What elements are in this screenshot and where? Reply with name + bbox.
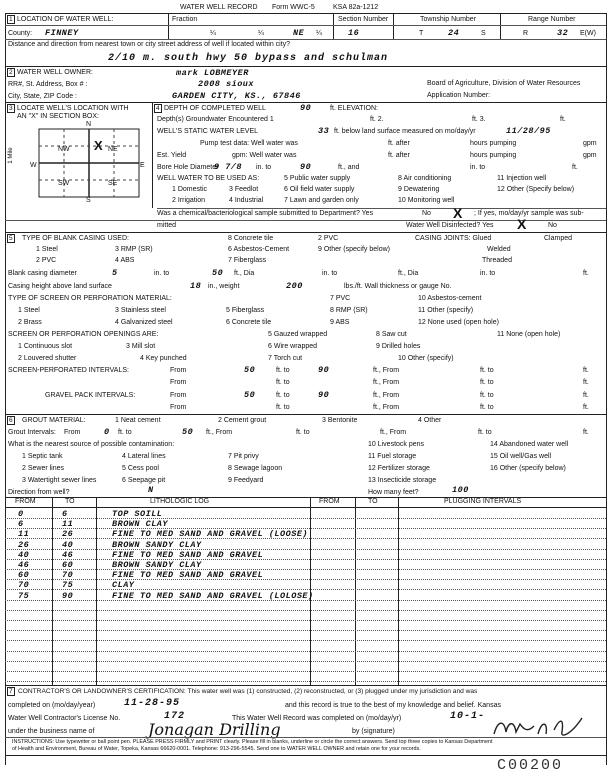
use-6[interactable]: 6 Oil field water supply [284, 186, 355, 193]
t-label: T [419, 30, 424, 37]
log-to-header: TO [65, 498, 75, 505]
screen-ft-to-2: ft. to [480, 367, 494, 374]
how-many-feet-label: How many feet? [368, 489, 419, 496]
log-row-to: 90 [62, 590, 74, 601]
yield-gpm: gpm [583, 152, 597, 159]
opening-11[interactable]: 11 None (open hole) [497, 331, 561, 338]
quarter-4: ¼ [316, 30, 322, 37]
lithologic-log-header: LITHOLOGIC LOG [150, 498, 210, 505]
screen-intervals-label: SCREEN-PERFORATED INTERVALS: [8, 367, 129, 374]
screen-from-value: 50 [244, 365, 256, 375]
log-row-from: 0 [18, 509, 24, 519]
use-11[interactable]: 11 Injection well [497, 175, 547, 182]
well-location-mark: X [94, 138, 103, 153]
screen-from-1: From [170, 367, 187, 374]
section-2-number: 2 [9, 69, 13, 76]
casing-height-value: 18 [190, 281, 202, 291]
log-row-to: 6 [62, 509, 68, 519]
welded-option[interactable]: Welded [487, 246, 511, 253]
contam-8[interactable]: 8 Sewage lagoon [228, 465, 283, 472]
gravel-to-value: 90 [318, 390, 330, 400]
east-label: E [140, 162, 145, 169]
casing-1[interactable]: 1 Steel [36, 246, 58, 253]
section-value: 16 [348, 28, 360, 38]
casing-8[interactable]: 2 PVC [318, 235, 339, 242]
log-row-from: 75 [18, 590, 30, 601]
certification-text: CONTRACTOR'S OR LANDOWNER'S CERTIFICATION: This water well was (1) constructed, (2) reconstructed, or (3) plugged under my jurisdiction and was [18, 688, 478, 695]
nw-label: NW [58, 146, 70, 153]
disinfected-yes-mark: X [517, 216, 527, 232]
grout-1[interactable]: 1 Neat cement [115, 417, 161, 424]
bore-to: in. to [256, 164, 272, 171]
screen-6[interactable]: 6 Concrete tile [226, 319, 272, 326]
address-label: RR#, St. Address, Box # : [8, 81, 88, 88]
license-value: 172 [164, 711, 186, 722]
bore-and: ft., and [338, 164, 360, 171]
how-many-feet-value: 100 [452, 485, 469, 495]
screen-ft-2: ft. [583, 379, 589, 386]
address-value: 2008 sioux [198, 79, 255, 89]
use-5[interactable]: 5 Public water supply [284, 175, 351, 182]
screen-8[interactable]: 8 RMP (SR) [330, 307, 368, 314]
static-label: WELL'S STATIC WATER LEVEL [157, 128, 259, 135]
se-label: SE [108, 180, 118, 187]
fraction-label: Fraction [172, 16, 198, 23]
yield-label: Est. Yield [157, 152, 187, 159]
contam-2[interactable]: 2 Sewer lines [22, 465, 65, 472]
quarter-1: ¼ [210, 30, 216, 37]
gravel-ft-to-4: ft. to [480, 404, 494, 411]
contam-13[interactable]: 13 Insecticide storage [368, 477, 437, 484]
screen-5[interactable]: 5 Fiberglass [226, 307, 265, 314]
s-label: S [481, 30, 486, 37]
contam-7[interactable]: 7 Pit privy [228, 453, 259, 460]
pump-gpm: gpm [583, 140, 597, 147]
groundwater-label: Depth(s) Groundwater Encountered 1 [157, 116, 274, 123]
contam-3[interactable]: 3 Watertight sewer lines [22, 477, 97, 484]
use-1[interactable]: 1 Domestic [172, 186, 208, 193]
pump-label: Pump test data: Well water was [200, 140, 298, 147]
quarter-ne: NE [293, 28, 305, 38]
mile-label: 1 Mile [6, 147, 14, 164]
blank-ft: ft. [583, 270, 589, 277]
document-stamp-number: C00200 [497, 757, 564, 774]
contam-15[interactable]: 15 Oil well/Gas well [490, 453, 552, 460]
log-row-to: 60 [62, 560, 74, 570]
screen-4[interactable]: 4 Galvanized steel [115, 319, 173, 326]
signature-label: by (signature) [352, 728, 395, 735]
record-completed-label: This Water Well Record was completed on (mo/day/yr) [232, 715, 402, 722]
log-row-description: FINE TO MED SAND AND GRAVEL [112, 549, 264, 560]
completed-label: completed on (mo/day/year) [8, 702, 96, 709]
distance-value: 2/10 m. south hwy 50 bypass and schulman [108, 53, 389, 64]
grout-ft-from-2: ft., From [206, 429, 233, 436]
north-label: N [86, 121, 92, 128]
log-row-description: FINE TO MED SAND AND GRAVEL [112, 570, 264, 581]
screen-12[interactable]: 12 None used (open hole) [418, 319, 499, 326]
pump-hours: hours pumping [470, 140, 517, 147]
location-label: LOCATION OF WATER WELL: [17, 16, 114, 23]
grout-from-value: 0 [104, 427, 110, 437]
city-value: GARDEN CITY, KS., 67846 [172, 91, 301, 101]
board-label: Board of Agriculture, Division of Water Resources [427, 80, 581, 87]
casing-5[interactable]: 8 Concrete tile [228, 235, 274, 242]
log-row-description: BROWN SANDY CLAY [112, 560, 202, 570]
contam-9[interactable]: 9 Feedyard [228, 477, 264, 484]
screen-ft-1: ft. [583, 367, 589, 374]
east-west: E(W) [580, 30, 596, 37]
chem-rest: ; If yes, mo/day/yr sample was sub- [474, 210, 584, 217]
gravel-from-1: From [170, 392, 187, 399]
plugging-intervals-header: PLUGGING INTERVALS [444, 498, 522, 505]
ksa-reference: KSA 82a-1212 [333, 4, 379, 11]
opening-1[interactable]: 1 Continuous slot [18, 343, 73, 350]
screen-label: TYPE OF SCREEN OR PERFORATION MATERIAL: [8, 295, 172, 302]
contam-11[interactable]: 11 Fuel storage [368, 453, 417, 460]
screen-1[interactable]: 1 Steel [18, 307, 40, 314]
blank-in-to-2: in. to [322, 270, 338, 277]
log-row-from: 60 [18, 570, 30, 581]
locate-label-2: AN "X" IN SECTION BOX: [17, 113, 99, 120]
business-name-label: under the business name of [8, 728, 95, 735]
use-2[interactable]: 2 Irrigation [172, 197, 206, 204]
contractor-signature [490, 712, 590, 740]
pump-after: ft. after [388, 140, 410, 147]
contam-6[interactable]: 6 Seepage pit [122, 477, 166, 484]
screen-ft-to-1: ft. to [276, 367, 290, 374]
county-value: FINNEY [45, 28, 79, 38]
chem-no[interactable]: No [422, 210, 431, 217]
threaded-option[interactable]: Threaded [482, 257, 512, 264]
log-row-to: 46 [62, 549, 74, 560]
openings-label: SCREEN OR PERFORATION OPENINGS ARE: [8, 331, 159, 338]
log-from-header: FROM [15, 498, 36, 505]
true-record-text: and this record is true to the best of my knowledge and belief. Kansas [285, 702, 501, 709]
depth-label: DEPTH OF COMPLETED WELL [164, 105, 266, 112]
gravel-intervals-label: GRAVEL PACK INTERVALS: [45, 392, 136, 399]
contam-14[interactable]: 14 Abandoned water well [490, 441, 569, 448]
contam-16[interactable]: 16 Other (specify below) [490, 465, 566, 472]
gravel-ft-to-1: ft. to [276, 392, 290, 399]
static-value: 33 [318, 126, 330, 136]
blank-dia-2: ft., Dia [234, 270, 255, 277]
contam-10[interactable]: 10 Livestock pens [368, 441, 425, 448]
screen-ft-to-3: ft. to [276, 379, 290, 386]
gravel-from-2: From [170, 404, 187, 411]
range-value: 32 [557, 28, 569, 38]
log-row-from: 26 [18, 539, 30, 550]
grout-intervals-label: Grout Intervals: [8, 429, 56, 436]
section-6-number: 6 [9, 417, 13, 424]
chem-no-mark: X [453, 205, 463, 221]
opening-7[interactable]: 7 Torch cut [268, 355, 303, 362]
grout-ft-to-2: ft. to [296, 429, 310, 436]
gravel-ft-from-1: ft., From [373, 392, 400, 399]
nearest-source-label: What is the nearest source of possible contamination: [8, 441, 175, 448]
record-completed-date: 10-1- [450, 711, 486, 722]
yield-hours: hours pumping [470, 152, 517, 159]
static-rest: ft. below land surface measured on mo/day/yr [334, 128, 476, 135]
gravel-ft-1: ft. [583, 392, 589, 399]
range-label: Range Number [528, 16, 576, 23]
r-label: R [523, 30, 529, 37]
opening-6[interactable]: 6 Wire wrapped [268, 343, 318, 350]
blank-in-to: in. to [154, 270, 170, 277]
ne-label: NE [108, 146, 118, 153]
use-7[interactable]: 7 Lawn and garden only [284, 197, 359, 204]
chem-label: Was a chemical/bacteriological sample submitted to Department? Yes [157, 210, 374, 217]
gravel-ft-from-2: ft., From [373, 404, 400, 411]
elevation-label: ft. ELEVATION: [330, 105, 378, 112]
log-row-from: 70 [18, 580, 30, 591]
static-date: 11/28/95 [506, 126, 551, 136]
screen-7[interactable]: 7 PVC [330, 295, 351, 302]
screen-2[interactable]: 2 Brass [18, 319, 42, 326]
log-row-description: FINE TO MED SAND AND GRAVEL (LOOSE) [112, 529, 309, 540]
application-label: Application Number: [427, 92, 491, 99]
grout-from: From [64, 429, 81, 436]
city-label: City, State, ZIP Code : [8, 93, 77, 100]
groundwater-2: ft. 2. [370, 116, 384, 123]
instructions-line-1: INSTRUCTIONS: Use typewriter or ball point pen. PLEASE PRESS FIRMLY and PRINT clearly. Please fill in blanks, underline or circle the correct answers. Send top three copies to Kansas Department [12, 739, 493, 745]
opening-8[interactable]: 8 Saw cut [376, 331, 407, 338]
casing-4[interactable]: 4 ABS [115, 257, 135, 264]
opening-10[interactable]: 10 Other (specify) [398, 355, 454, 362]
use-9[interactable]: 9 Dewatering [398, 186, 440, 193]
log-row-from: 11 [18, 529, 30, 540]
disinfected-label: Water Well Disinfected? Yes [406, 222, 494, 229]
log-row-to: 11 [62, 519, 74, 530]
mitted-label: mitted [157, 222, 177, 229]
direction-label: Direction from well? [8, 489, 70, 496]
wall-thickness-label: lbs./ft. Wall thickness or gauge No. [344, 283, 452, 290]
quarter-2: ¼ [258, 30, 264, 37]
west-label: W [30, 162, 37, 169]
contam-5[interactable]: 5 Cess pool [122, 465, 159, 472]
plug-to-header: TO [368, 498, 378, 505]
section-number-label: Section Number [338, 16, 389, 23]
casing-6[interactable]: 6 Asbestos-Cement [228, 246, 290, 253]
clamped-option[interactable]: Clamped [544, 235, 573, 242]
blank-diameter-label: Blank casing diameter [8, 270, 77, 277]
bore-ft: ft. [572, 164, 578, 171]
log-row-to: 40 [62, 539, 74, 550]
casing-label: TYPE OF BLANK CASING USED: [22, 235, 129, 242]
opening-9[interactable]: 9 Drilled holes [376, 343, 421, 350]
bore-label: Bore Hole Diameter [157, 164, 219, 171]
business-name-value: Jonagan Drilling [148, 720, 281, 739]
bore-in-to: in. to [470, 164, 486, 171]
disinfected-no[interactable]: No [548, 222, 557, 229]
casing-9[interactable]: 9 Other (specify below) [318, 246, 390, 253]
section-1-number: 1 [9, 16, 13, 23]
grout-4[interactable]: 4 Other [418, 417, 442, 424]
section-grid [38, 128, 140, 198]
use-10[interactable]: 10 Monitoring well [398, 197, 455, 204]
screen-ft-to-4: ft. to [480, 379, 494, 386]
opening-2[interactable]: 2 Louvered shutter [18, 355, 77, 362]
casing-weight-value: 200 [286, 281, 303, 291]
casing-2[interactable]: 2 PVC [36, 257, 57, 264]
use-4[interactable]: 4 Industrial [229, 197, 264, 204]
section-3-number: 3 [9, 105, 13, 112]
use-3[interactable]: 3 Feedlot [229, 186, 259, 193]
gravel-from-value: 50 [244, 390, 256, 400]
south-label: S [86, 197, 91, 204]
casing-joints-label: CASING JOINTS: Glued [415, 235, 492, 242]
blank-diameter-value: 5 [112, 268, 118, 278]
grout-label: GROUT MATERIAL: [22, 417, 86, 424]
form-number: Form WWC-5 [272, 4, 315, 11]
groundwater-4: ft. [560, 116, 566, 123]
log-row-from: 40 [18, 549, 30, 560]
casing-weight-label: in., weight [208, 283, 240, 290]
yield-water: gpm: Well water was [232, 152, 297, 159]
log-row-description: TOP SOILL [112, 509, 163, 519]
form-title: WATER WELL RECORD [180, 4, 258, 11]
blank-dia-3: ft., Dia [398, 270, 419, 277]
direction-value: N [148, 485, 154, 495]
log-row-from: 6 [18, 519, 24, 530]
use-8[interactable]: 8 Air conditioning [398, 175, 452, 182]
casing-3[interactable]: 3 RMP (SR) [115, 246, 153, 253]
log-row-description: CLAY [112, 580, 135, 591]
grout-to-value: 50 [182, 427, 194, 437]
bore-value: 9 7/8 [214, 162, 243, 172]
instructions-line-2: of Health and Environment, Bureau of Water, Topeka, Kansas 66620-0001. Telephone: 913-296-5545. Send one to WATER WELL OWNER and retain one for your records. [12, 746, 421, 752]
log-row-description: BROWN CLAY [112, 519, 169, 530]
opening-4[interactable]: 4 Key punched [140, 355, 187, 362]
casing-7[interactable]: 7 Fiberglass [228, 257, 267, 264]
groundwater-3: ft. 3. [472, 116, 486, 123]
section-4-number: 4 [156, 105, 160, 112]
opening-3[interactable]: 3 Mill slot [126, 343, 156, 350]
county-label: County: [8, 30, 33, 37]
screen-9[interactable]: 9 ABS [330, 319, 350, 326]
grout-ft-to: ft. to [118, 429, 132, 436]
screen-3[interactable]: 3 Stainless steel [115, 307, 166, 314]
contam-4[interactable]: 4 Lateral lines [122, 453, 166, 460]
screen-10[interactable]: 10 Asbestos-cement [418, 295, 482, 302]
grout-ft-from-3: ft., From [380, 429, 407, 436]
gravel-ft-to-3: ft. to [276, 404, 290, 411]
gravel-ft-to-2: ft. to [480, 392, 494, 399]
blank-depth-value: 50 [212, 268, 224, 278]
completed-date: 11-28-95 [124, 698, 181, 709]
grout-2[interactable]: 2 Cement grout [218, 417, 267, 424]
screen-11[interactable]: 11 Other (specify) [418, 307, 474, 314]
screen-from-2: From [170, 379, 187, 386]
owner-value: mark LOBMEYER [176, 68, 249, 78]
distance-label: Distance and direction from nearest town or city street address of well if located within city? [8, 41, 291, 48]
use-label: WELL WATER TO BE USED AS: [157, 175, 260, 182]
bore-depth: 90 [300, 162, 312, 172]
use-12[interactable]: 12 Other (Specify below) [497, 186, 575, 193]
section-5-number: 5 [9, 235, 13, 242]
contam-12[interactable]: 12 Fertilizer storage [368, 465, 430, 472]
sw-label: SW [58, 180, 70, 187]
log-row-to: 75 [62, 580, 74, 591]
log-row-to: 70 [62, 570, 74, 581]
log-row-to: 26 [62, 529, 74, 540]
screen-ft-from-1: ft., From [373, 367, 400, 374]
license-label: Water Well Contractor's License No. [8, 715, 121, 722]
casing-height-label: Casing height above land surface [8, 283, 112, 290]
opening-5[interactable]: 5 Gauzed wrapped [268, 331, 328, 338]
township-value: 24 [448, 28, 460, 38]
gravel-ft-2: ft. [583, 404, 589, 411]
grout-3[interactable]: 3 Bentonite [322, 417, 358, 424]
screen-to-value: 90 [318, 365, 330, 375]
owner-label: WATER WELL OWNER: [17, 69, 93, 76]
log-row-from: 46 [18, 560, 30, 570]
township-label: Township Number [420, 16, 477, 23]
grout-ft: ft. [583, 429, 589, 436]
locate-label-1: LOCATE WELL'S LOCATION WITH [17, 105, 129, 112]
depth-value: 90 [300, 103, 312, 113]
log-row-description: FINE TO MED SAND AND GRAVEL (LOLOSE) [112, 590, 314, 601]
grout-ft-to-3: ft. to [478, 429, 492, 436]
contam-1[interactable]: 1 Septic tank [22, 453, 63, 460]
blank-in-to-3: in. to [480, 270, 496, 277]
plug-from-header: FROM [319, 498, 340, 505]
yield-after: ft. after [388, 152, 410, 159]
log-row-description: BROWN SANDY CLAY [112, 539, 202, 550]
screen-ft-from-2: ft., From [373, 379, 400, 386]
section-7-number: 7 [9, 688, 13, 695]
